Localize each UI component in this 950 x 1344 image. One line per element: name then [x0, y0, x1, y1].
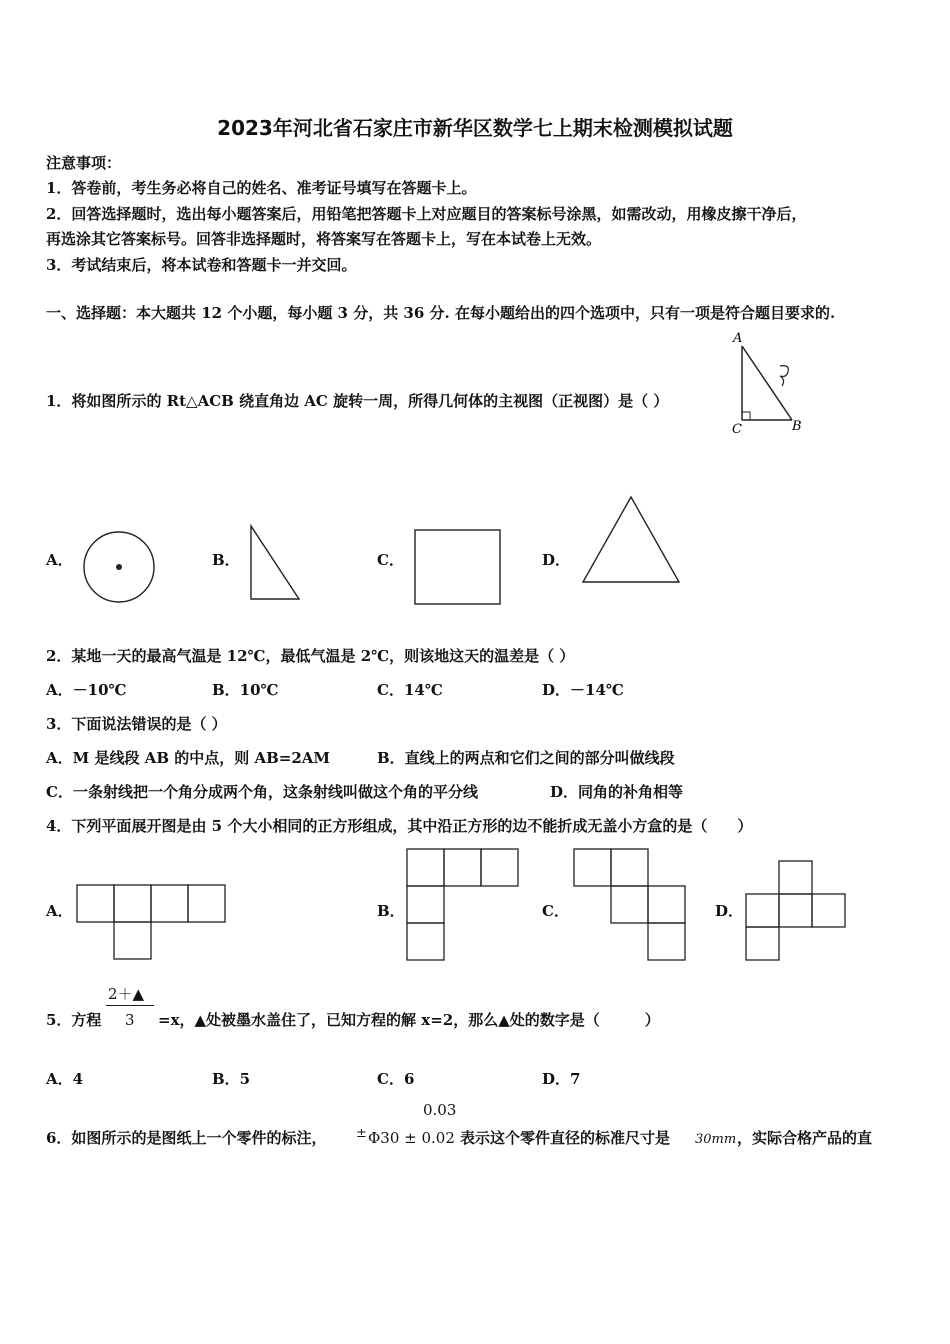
- q1-text: 1．将如图所示的 Rt△ACB 绕直角边 AC 旋转一周，所得几何体的主视图（正视图）是（ ）: [46, 392, 669, 410]
- q4-option-d: D．: [715, 902, 744, 920]
- q1-option-c-rectangle: [413, 528, 503, 608]
- label-a: A: [733, 331, 743, 346]
- q3-option-c: C．一条射线把一个角分成两个角，这条射线叫做这个角的平分线: [46, 783, 478, 801]
- note-item-3: 3．考试结束后，将本试卷和答题卡一并交回。: [46, 256, 357, 274]
- q5-numerator: 2＋▲: [108, 985, 145, 1003]
- q4-text: 4．下列平面展开图是由 5 个大小相同的正方形组成，其中沿正方形的边不能折成无盖小方盒的是（ ）: [46, 817, 753, 835]
- q1-triangle-figure: [728, 330, 808, 436]
- q5-suffix: =x，▲处被墨水盖住了，已知方程的解 x=2，那么▲处的数字是（ ）: [158, 1011, 660, 1029]
- q3-option-b: B．直线上的两点和它们之间的部分叫做线段: [377, 749, 675, 767]
- q4-option-c-net: [573, 848, 689, 962]
- q6-formula: Φ30 ± 0.02: [368, 1129, 455, 1147]
- q2-option-b: B．10℃: [212, 681, 279, 699]
- page-title: 2023年河北省石家庄市新华区数学七上期末检测模拟试题: [217, 116, 733, 140]
- q3-option-a: A．M 是线段 AB 的中点，则 AB=2AM: [46, 749, 331, 767]
- q6-superscript: 0.03: [423, 1101, 457, 1119]
- q1-option-a: A．: [46, 551, 73, 569]
- note-item-2-cont: 再选涂其它答案标号。回答非选择题时，将答案写在答题卡上，写在本试卷上无效。: [46, 230, 602, 248]
- q5-option-c: C．6: [377, 1070, 415, 1088]
- q5-option-a: A．4: [46, 1070, 84, 1088]
- q4-option-c: C．: [542, 902, 569, 920]
- note-item-2: 2．回答选择题时，选出每小题答案后，用铅笔把答题卡上对应题目的答案标号涂黑，如需改动，用橡皮擦干净后，: [46, 205, 807, 223]
- q6-plus-minus: ±: [356, 1126, 367, 1141]
- q4-option-d-net: [745, 860, 849, 962]
- rotation-arrow-icon: [780, 366, 788, 386]
- q5-denominator: 3: [125, 1011, 135, 1029]
- q5-prefix: 5．方程: [46, 1011, 102, 1029]
- q1-option-b: B．: [212, 551, 240, 569]
- q4-option-a-net: [76, 884, 228, 962]
- q4-option-a: A．: [46, 902, 73, 920]
- q5-option-d: D．7: [542, 1070, 581, 1088]
- q1-option-a-circle: [82, 530, 158, 606]
- note-item-1: 1．答卷前，考生务必将自己的姓名、准考证号填写在答题卡上。: [46, 179, 477, 197]
- q6-middle: 表示这个零件直径的标准尺寸是: [460, 1129, 671, 1147]
- q6-suffix: ，实际合格产品的直: [737, 1129, 873, 1147]
- q2-text: 2．某地一天的最高气温是 12℃，最低气温是 2℃，则该地这天的温差是（ ）: [46, 647, 575, 665]
- q6-unit: 30mm: [695, 1132, 737, 1147]
- q1-option-b-triangle: [248, 524, 303, 602]
- label-c: C: [732, 422, 742, 437]
- q6-prefix: 6．如图所示的是图纸上一个零件的标注，: [46, 1129, 327, 1147]
- q3-option-d: D．同角的补角相等: [550, 783, 684, 801]
- q4-option-b: B．: [377, 902, 405, 920]
- notes-heading: 注意事项：: [46, 154, 122, 172]
- q5-fraction-bar: [106, 1005, 154, 1006]
- q2-option-c: C．14℃: [377, 681, 443, 699]
- section-heading: 一、选择题：本大题共 12 个小题，每小题 3 分，共 36 分. 在每小题给出的四个选项中，只有一项是符合题目要求的.: [46, 304, 836, 322]
- label-b: B: [792, 419, 802, 434]
- q4-option-b-net: [406, 848, 522, 962]
- q2-option-d: D．－14℃: [542, 681, 624, 699]
- q1-option-d-triangle: [580, 494, 684, 586]
- q2-option-a: A．－10℃: [46, 681, 127, 699]
- q1-option-c: C．: [377, 551, 404, 569]
- q1-option-d: D．: [542, 551, 571, 569]
- q5-option-b: B．5: [212, 1070, 251, 1088]
- q3-text: 3．下面说法错误的是（ ）: [46, 715, 227, 733]
